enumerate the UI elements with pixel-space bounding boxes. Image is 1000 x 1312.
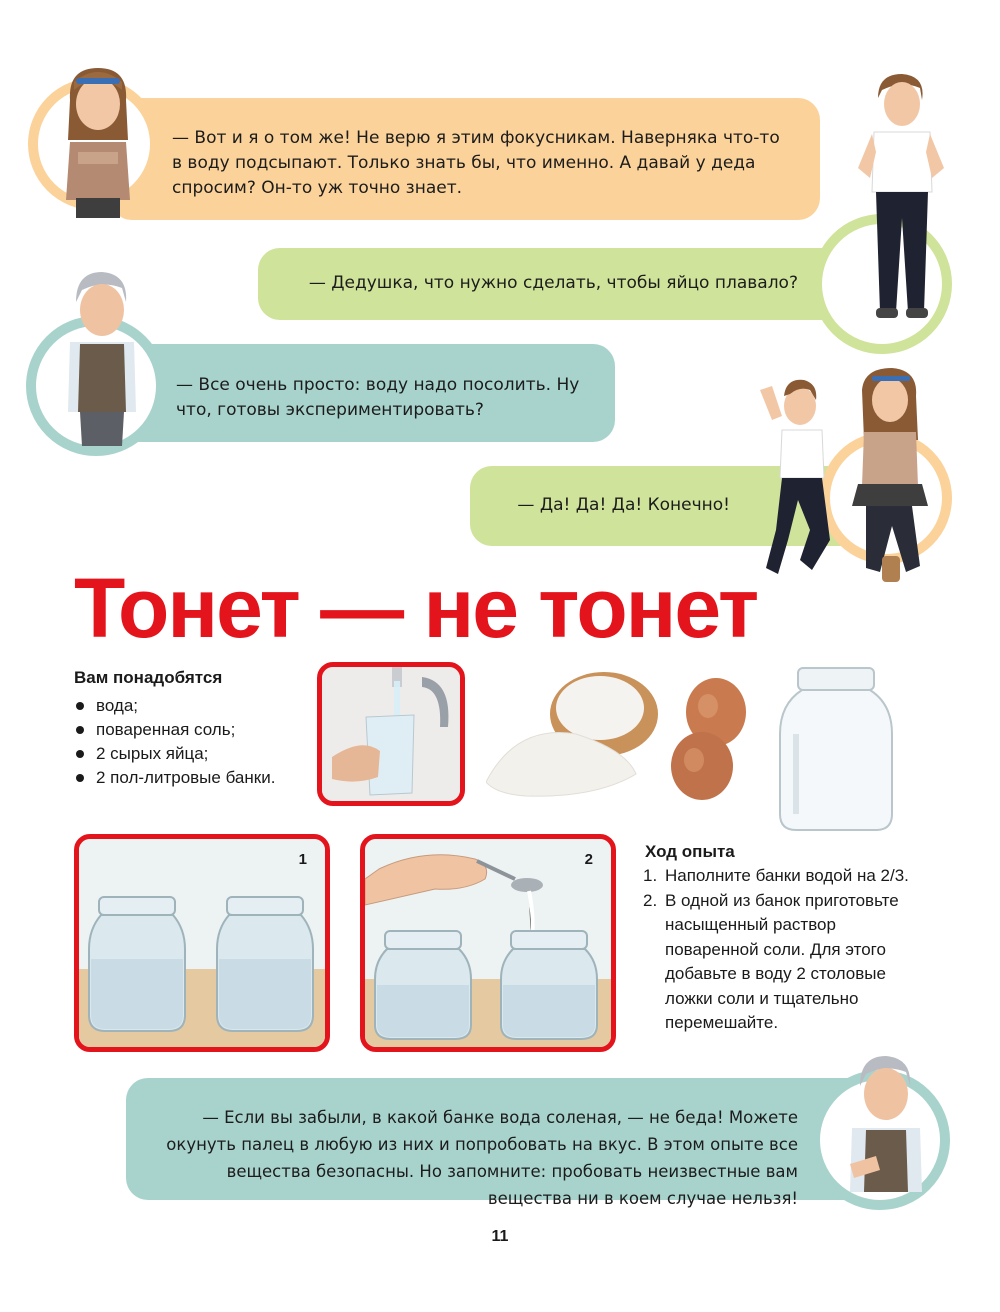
list-item: 2 сырых яйца;: [74, 742, 275, 766]
boy-avatar: [850, 68, 950, 328]
speech-bubble-girl: [110, 98, 820, 220]
jar-photo: [776, 664, 896, 834]
tap-water-photo: [317, 662, 465, 806]
page-number: 11: [491, 1228, 509, 1245]
speech-text: — Все очень просто: воду надо посолить. Ну что, готовы экспериментировать?: [176, 375, 580, 420]
list-item: 2 пол-литровые банки.: [74, 766, 275, 790]
kids-avatar: [752, 360, 942, 590]
step-text: Наполните банки водой на 2/3.: [665, 866, 909, 885]
list-item: вода;: [74, 694, 275, 718]
jar-glyph: [89, 897, 185, 1031]
speech-text: — Вот и я о том же! Не верю я этим фокусникам. Наверняка что-то в воду подсыпают. Только знать бы, что именно. А давай у деда спросим? Он-то уж точно знает.: [172, 128, 780, 198]
step-number: 2: [584, 851, 593, 868]
list-item: поваренная соль;: [74, 718, 275, 742]
step-text: В одной из банок приготовьте насыщенный раствор поваренной соли. Для этого добавьте в воду 2 столовые ложки соли и тщательно перемешайте.: [665, 890, 899, 1032]
list-item: [643, 889, 913, 1036]
speech-text: — Если вы забыли, в какой банке вода соленая, — не беда! Можете окунуть палец в любую из них и попробовать на вкус. В этом опыте все вещества безопасны. Но запомните: пробовать неизвестные вам вещества ни в коем случае нельзя!: [166, 1108, 798, 1208]
page-title: Тонет — не тонет: [74, 561, 758, 655]
speech-bubble-boy: [258, 248, 878, 320]
step-number: 1: [298, 851, 307, 868]
speech-bubble-grandpa: [110, 344, 615, 442]
eggs-photo: [664, 672, 754, 802]
speech-text: — Да! Да! Да! Конечно!: [517, 495, 730, 515]
procedure-list: [643, 864, 913, 1036]
illustration-step-2: [360, 834, 616, 1052]
grandpa-avatar: [50, 262, 150, 452]
materials-heading: Вам понадобятся: [74, 668, 223, 687]
materials-list: [74, 694, 275, 790]
step-index: 1.: [643, 866, 658, 885]
speech-bubble-tip: [126, 1078, 886, 1208]
girl-avatar: [48, 60, 148, 220]
step-index: 2.: [643, 890, 658, 910]
procedure-heading: Ход опыта: [645, 842, 735, 861]
list-item: [643, 864, 913, 889]
illustration-step-1: [74, 834, 330, 1052]
grandpa-avatar-2: [836, 1046, 936, 1196]
speech-text: — Дедушка, что нужно сделать, чтобы яйцо плавало?: [308, 273, 798, 293]
salt-photo: [486, 664, 658, 804]
